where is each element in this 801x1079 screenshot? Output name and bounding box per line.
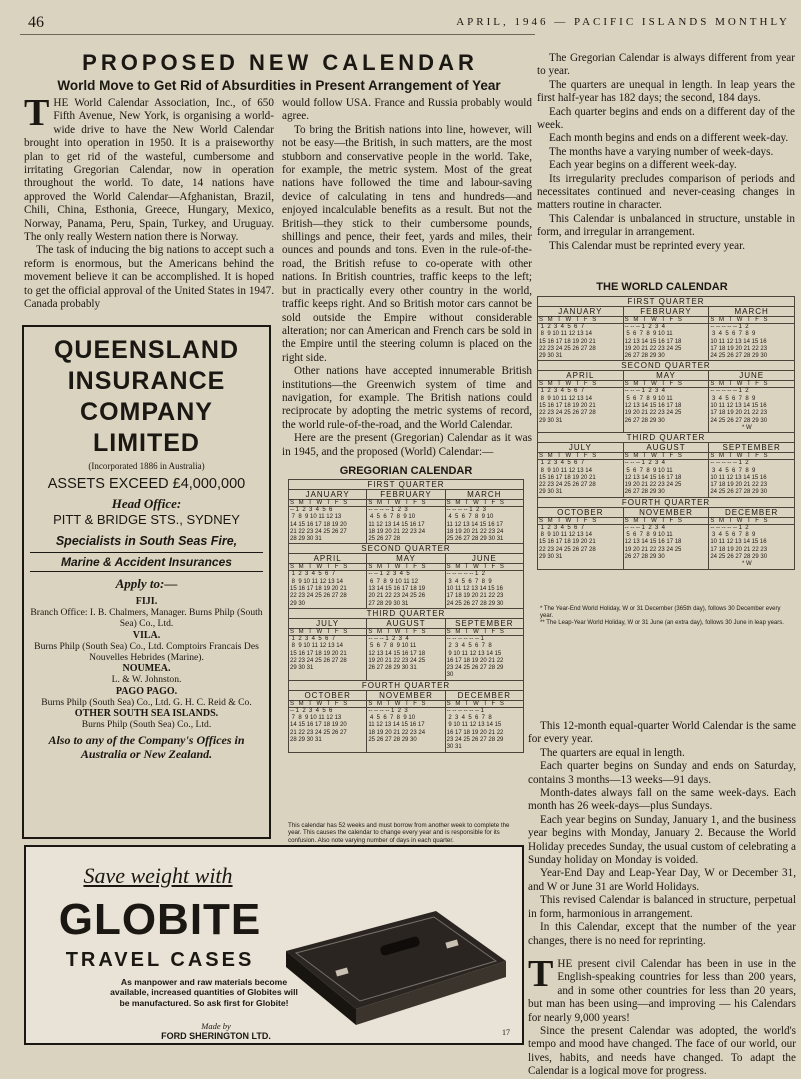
- ad-code: 17: [502, 1028, 510, 1037]
- month-name: JANUARY: [289, 490, 367, 500]
- month-name: AUGUST: [367, 618, 445, 628]
- world-calendar: [537, 296, 795, 570]
- paragraph: Here are the present (Gregorian) Calendar as it was in 1945, and the proposed (World) Calendar:—: [282, 432, 532, 458]
- quarter-label: SECOND QUARTER: [538, 361, 795, 371]
- quarter-label: FIRST QUARTER: [289, 480, 524, 490]
- paragraph: Each quarter begins on Sunday and ends on Saturday, contains 3 months—13 weeks—91 days.: [528, 760, 796, 786]
- header-rule: [20, 34, 535, 35]
- running-head: APRIL, 1946 — PACIFIC ISLANDS MONTHLY: [456, 16, 790, 28]
- article-column-3-continued: [528, 720, 796, 1079]
- month-days: 1 2 3 4 5 6 7 8 9 10 11 12 13 14 15 16 17 18 19 20 21 22 23 24 25 26 27 28 29 30 31: [538, 524, 624, 569]
- insurance-ad: [22, 325, 271, 839]
- weekday-header: S M T W T F S: [367, 700, 445, 707]
- month-days: -- -- 1 2 3 4 5 6 7 8 9 10 11 12 13 14 15 16 17 18 19 20 21 22 23 24 25 26 27 28 29 30 31: [367, 571, 445, 608]
- weekday-header: S M T W T F S: [289, 564, 367, 571]
- assets-line: ASSETS EXCEED £4,000,000: [47, 476, 246, 492]
- quarter-label: FIRST QUARTER: [538, 297, 795, 307]
- weekday-header: S M T W T F S: [538, 453, 624, 460]
- weekday-header: S M T W T F S: [367, 500, 445, 507]
- gregorian-caption: GREGORIAN CALENDAR: [339, 465, 473, 477]
- weekday-header: S M T W T F S: [289, 628, 367, 635]
- month-name: APRIL: [538, 371, 624, 381]
- article-column-3: [537, 52, 795, 253]
- month-days: -- -- -- 1 2 3 4 5 6 7 8 9 10 11 12 13 14 15 16 17 18 19 20 21 22 23 24 25 26 27 28 29 30: [623, 460, 709, 497]
- incorporated-note: (Incorporated 1886 in Australia): [88, 461, 205, 471]
- month-name: NOVEMBER: [623, 507, 709, 517]
- gregorian-note: This calendar has 52 weeks and must borrow from another week to complete the year. This causes the calendar to change every year and is responsible for its confusion. Also note varying number of days in each quarter.: [288, 822, 510, 844]
- month-name: FEBRUARY: [367, 490, 445, 500]
- maker: Made by FORD SHERINGTON LTD.: [161, 1021, 271, 1041]
- paragraph: would follow USA. France and Russia probably would agree.: [282, 97, 532, 123]
- article-title: PROPOSED NEW CALENDAR: [82, 50, 478, 75]
- month-days: -- -- -- 1 2 3 4 5 6 7 8 9 10 11 12 13 14 15 16 17 18 19 20 21 22 23 24 25 26 27 28 29 30 31: [367, 635, 445, 680]
- article-column-1: [24, 92, 274, 312]
- agency-entry: OTHER SOUTH SEA ISLANDS. Burns Philp (South Sea) Co., Ltd.: [74, 708, 219, 731]
- paragraph: THE World Calendar Association, Inc., of 650 Fifth Avenue, New York, is organising a world-wide drive to have the New World Calendar brought into operation in 1950. It is a praiseworthy plan to get rid of the wasteful, cumbersome and irritating Gregorian Calendar, now in operation throughout the world. To date, 14 nations have approved the World Calendar—Afghanistan, Brazil, Chili, China, Esthonia, Greece, Hungary, Mexico, Norway, Panama, Peru, Spain, Turkey, and Uruguay. The only really Western nation there is Norway.: [24, 92, 274, 244]
- month-days: 1 2 3 4 5 6 7 8 9 10 11 12 13 14 15 16 17 18 19 20 21 22 23 24 25 26 27 28 29 30 31: [538, 460, 624, 497]
- month-name: SEPTEMBER: [709, 443, 795, 453]
- paragraph: Each year begins on a different week-day.: [549, 159, 737, 172]
- paragraph: The task of inducing the big nations to accept such a reform is enormous, but the Americans behind the movement believe it can be accomplished. It is hoped to get the official approval of the United States in 1947. Canada probably: [24, 244, 274, 311]
- apply-to: Apply to:—: [115, 576, 178, 591]
- weekday-header: S M T W T F S: [623, 317, 709, 324]
- month-name: OCTOBER: [289, 690, 367, 700]
- product-name: TRAVEL CASES: [65, 949, 255, 971]
- month-days: 1 2 3 4 5 6 7 8 9 10 11 12 13 14 15 16 17 18 19 20 21 22 23 24 25 26 27 28 29 30: [289, 571, 367, 608]
- month-name: JUNE: [709, 371, 795, 381]
- weekday-header: S M T W T F S: [709, 317, 795, 324]
- insurer-name: QUEENSLAND INSURANCE COMPANY LIMITED: [53, 336, 239, 457]
- ad-body: As manpower and raw materials become available, increased quantities of Globites will be manufactured. So ask first for Globite!: [110, 977, 298, 1008]
- head-office-address: PITT & BRIDGE STS., SYDNEY: [53, 512, 240, 527]
- month-name: JANUARY: [538, 307, 624, 317]
- paragraph: To bring the British nations into line, however, will not be easy—the British, in such matters, are the most stubborn and conservative people in the world. Take, for example, the metric system. Most of the great nations have followed the time and labour-saving device of calculating in tens and hundreds—and enjoyed incalculable benefits as a result. But not the British—they stick to their cumbersome pounds, shillings and pence, their feet, yards and miles, their ounces and pounds and tons. Even in the rule-of-the-road, the British refuse to co-operate with other nations. In British countries, traffic keeps to the left; but in practically every other country in the world, traffic keeps right. And so British motor cars cannot be sold outside the Empire without considerable alteration; nor can American and French cars be sold in the Empire until the steering column is placed on the right side.: [282, 123, 532, 364]
- weekday-header: S M T W T F S: [367, 564, 445, 571]
- world-note: ** The Leap-Year World Holiday, W or 31 June (an extra day), follows 30 June in leap years.: [540, 620, 784, 627]
- drop-cap: T: [528, 952, 554, 995]
- paragraph: This Calendar must be reprinted every year.: [549, 239, 746, 252]
- globite-ad: [24, 845, 524, 1045]
- paragraph: Since the present Calendar was adopted, the world's tempo and mood have changed. The face of our world, our lives, habits, and needs have changed. To adapt the Calendar is a logical move for progress.: [528, 1024, 796, 1078]
- month-days: -- -- -- -- -- 1 2 3 4 5 6 7 8 9 10 11 12 13 14 15 16 17 18 19 20 21 22 23 24 25 26 27 28 29 30 * W: [709, 388, 795, 433]
- paragraph: The quarters are equal in length.: [540, 746, 685, 759]
- world-note: * The Year-End World Holiday, W or 31 December (365th day), follows 30 December every year.: [540, 606, 781, 620]
- month-days: -- -- -- 1 2 3 4 5 6 7 8 9 10 11 12 13 14 15 16 17 18 19 20 21 22 23 24 25 26 27 28 29 30: [623, 388, 709, 433]
- agency-entry: VILA. Burns Philp (South Sea) Co., Ltd. Comptoirs Francais Des Nouvelles Hebrides (Marine).: [34, 629, 259, 664]
- month-days: -- -- -- -- -- 1 2 3 4 5 6 7 8 9 10 11 12 13 14 15 16 17 18 19 20 21 22 23 24 25 26 27 28 29 30: [445, 571, 523, 608]
- month-name: JULY: [538, 443, 624, 453]
- page-number: 46: [28, 14, 44, 31]
- paragraph: Each month begins and ends on a different week-day.: [549, 132, 789, 145]
- month-name: OCTOBER: [538, 507, 624, 517]
- paragraph: Each year begins on Sunday, January 1, and the business year begins with Monday, January 2. Because the World Holiday precedes Sunday, the usual custom of celebrating a Sunday holiday on Monday is voided.: [528, 813, 796, 867]
- paragraph: Each quarter begins and ends on a different day of the week.: [537, 105, 795, 132]
- ad-tagline: Save weight with: [83, 863, 233, 888]
- paragraph: Month-dates always fall on the same week-days. Each month has 26 week-days—plus Sundays.: [528, 787, 796, 813]
- insurance-lines: Marine & Accident Insurances: [30, 552, 263, 572]
- paragraph: The months have a varying number of week-days.: [549, 145, 774, 158]
- weekday-header: S M T W T F S: [709, 381, 795, 388]
- weekday-header: S M T W T F S: [538, 517, 624, 524]
- quarter-label: SECOND QUARTER: [289, 544, 524, 554]
- month-name: MAY: [367, 554, 445, 564]
- weekday-header: S M T W T F S: [623, 453, 709, 460]
- month-name: MARCH: [445, 490, 523, 500]
- weekday-header: S M T W T F S: [445, 628, 523, 635]
- month-days: -- -- -- 1 2 3 4 5 6 7 8 9 10 11 12 13 14 15 16 17 18 19 20 21 22 23 24 25 26 27 28 29 30: [623, 324, 709, 361]
- gregorian-calendar: [288, 479, 524, 753]
- world-caption: THE WORLD CALENDAR: [596, 281, 728, 293]
- agency-entry: FIJI. Branch Office: I. B. Chalmers, Manager. Burns Philp (South Sea) Co., Ltd.: [30, 596, 263, 630]
- drop-cap: T: [24, 92, 50, 134]
- month-days: -- -- -- -- 1 2 3 4 5 6 7 8 9 10 11 12 13 14 15 16 17 18 19 20 21 22 23 24 25 26 27 28: [367, 507, 445, 544]
- brand-logo: GLOBITE: [58, 895, 262, 944]
- weekday-header: S M T W T F S: [445, 500, 523, 507]
- month-name: DECEMBER: [709, 507, 795, 517]
- paragraph: This Calendar is unbalanced in structure, unstable in form, and irregular in arrangement.: [537, 212, 795, 239]
- specialists-line: Specialists in South Seas Fire,: [55, 534, 238, 548]
- weekday-header: S M T W T F S: [538, 381, 624, 388]
- month-days: -- 1 2 3 4 5 6 7 8 9 10 11 12 13 14 15 16 17 18 19 20 21 22 23 24 25 26 27 28 29 30 31: [289, 507, 367, 544]
- weekday-header: S M T W T F S: [623, 381, 709, 388]
- weekday-header: S M T W T F S: [709, 517, 795, 524]
- quarter-label: THIRD QUARTER: [538, 433, 795, 443]
- ad-tail: Also to any of the Company's Offices in Australia or New Zealand.: [48, 733, 245, 762]
- month-days: -- -- -- -- -- 1 2 3 4 5 6 7 8 9 10 11 12 13 14 15 16 17 18 19 20 21 22 23 24 25 26 27 28 29 30 * W: [709, 524, 795, 569]
- month-days: -- -- -- -- 1 2 3 4 5 6 7 8 9 10 11 12 13 14 15 16 17 18 19 20 21 22 23 24 25 26 27 28 29 30 31: [445, 507, 523, 544]
- weekday-header: S M T W T F S: [709, 453, 795, 460]
- month-days: 1 2 3 4 5 6 7 8 9 10 11 12 13 14 15 16 17 18 19 20 21 22 23 24 25 26 27 28 29 30 31: [538, 324, 624, 361]
- weekday-header: S M T W T F S: [445, 564, 523, 571]
- month-days: -- -- -- -- -- 1 2 3 4 5 6 7 8 9 10 11 12 13 14 15 16 17 18 19 20 21 22 23 24 25 26 27 28 29 30: [709, 460, 795, 497]
- world-notes: [540, 606, 790, 628]
- month-name: AUGUST: [623, 443, 709, 453]
- weekday-header: S M T W T F S: [538, 317, 624, 324]
- month-days: 1 2 3 4 5 6 7 8 9 10 11 12 13 14 15 16 17 18 19 20 21 22 23 24 25 26 27 28 29 30 31: [289, 635, 367, 680]
- month-name: MAY: [623, 371, 709, 381]
- paragraph: Other nations have accepted innumerable British institutions—the Greenwich system of time and navigation, for example. The British nations could reciprocate by adopting the metric systems of record, the world rule-of-the-road, and the World Calendar.: [282, 365, 532, 431]
- paragraph: Its irregularity precludes comparison of periods and necessitates continued and never-ceasing changes in matters routine in character.: [537, 172, 795, 212]
- month-days: -- -- -- -- -- -- 1 2 3 4 5 6 7 8 9 10 11 12 13 14 15 16 17 18 19 20 21 22 23 24 25 26 27 28 29 30 31: [445, 707, 523, 752]
- month-name: APRIL: [289, 554, 367, 564]
- weekday-header: S M T W T F S: [367, 628, 445, 635]
- paragraph: The quarters are unequal in length. In leap years the first half-year has 182 days; the second, 184 days.: [537, 78, 795, 105]
- paragraph: Year-End Day and Leap-Year Day, W or December 31, and W or June 31 are World Holidays.: [528, 867, 796, 893]
- weekday-header: S M T W T F S: [445, 700, 523, 707]
- month-name: NOVEMBER: [367, 690, 445, 700]
- month-name: MARCH: [709, 307, 795, 317]
- article-subtitle: World Move to Get Rid of Absurdities in Present Arrangement of Year: [57, 78, 501, 93]
- month-days: -- -- -- 1 2 3 4 5 6 7 8 9 10 11 12 13 14 15 16 17 18 19 20 21 22 23 24 25 26 27 28 29 30: [623, 524, 709, 569]
- month-days: 1 2 3 4 5 6 7 8 9 10 11 12 13 14 15 16 17 18 19 20 21 22 23 24 25 26 27 28 29 30 31: [538, 388, 624, 433]
- month-name: SEPTEMBER: [445, 618, 523, 628]
- month-days: -- -- -- -- -- 1 2 3 4 5 6 7 8 9 10 11 12 13 14 15 16 17 18 19 20 21 22 23 24 25 26 27 28 29 30: [709, 324, 795, 361]
- weekday-header: S M T W T F S: [623, 517, 709, 524]
- quarter-label: THIRD QUARTER: [289, 608, 524, 618]
- paragraph: This revised Calendar is balanced in structure, perpetual in form, harmonious in arrangement.: [528, 894, 796, 920]
- paragraph: In this Calendar, except that the number of the year changes, there is no need for reprinting.: [528, 921, 796, 947]
- agency-entry: NOUMEA. L. & W. Johnston.: [111, 663, 182, 686]
- quarter-label: FOURTH QUARTER: [538, 497, 795, 507]
- month-name: JUNE: [445, 554, 523, 564]
- month-days: -- -- -- -- -- -- 1 2 3 4 5 6 7 8 9 10 11 12 13 14 15 16 17 18 19 20 21 22 23 24 25 26 27 28 29 30: [445, 635, 523, 680]
- month-name: FEBRUARY: [623, 307, 709, 317]
- month-days: -- -- -- -- 1 2 3 4 5 6 7 8 9 10 11 12 13 14 15 16 17 18 19 20 21 22 23 24 25 26 27 28 29 30: [367, 707, 445, 752]
- paragraph: The Gregorian Calendar is always different from year to year.: [537, 52, 795, 78]
- month-days: -- 1 2 3 4 5 6 7 8 9 10 11 12 13 14 15 16 17 18 19 20 21 22 23 24 25 26 27 28 29 30 31: [289, 707, 367, 752]
- agency-entry: PAGO PAGO. Burns Philp (South Sea) Co., Ltd. G. H. C. Reid & Co.: [41, 685, 252, 708]
- article-column-2: [282, 97, 532, 459]
- suitcase-illustration: [276, 891, 512, 1031]
- agency-list: [30, 596, 263, 730]
- weekday-header: S M T W T F S: [289, 500, 367, 507]
- paragraph: THE present civil Calendar has been in use in the English-speaking countries for less than 200 years, and in some other countries for less than 20 years, but man has been using—and improving — his Calendars for nearly 9,000 years!: [528, 952, 796, 1024]
- month-name: JULY: [289, 618, 367, 628]
- month-name: DECEMBER: [445, 690, 523, 700]
- head-office-label: Head Office:: [111, 496, 182, 511]
- paragraph: This 12-month equal-quarter World Calendar is the same for every year.: [528, 720, 796, 746]
- quarter-label: FOURTH QUARTER: [289, 680, 524, 690]
- weekday-header: S M T W T F S: [289, 700, 367, 707]
